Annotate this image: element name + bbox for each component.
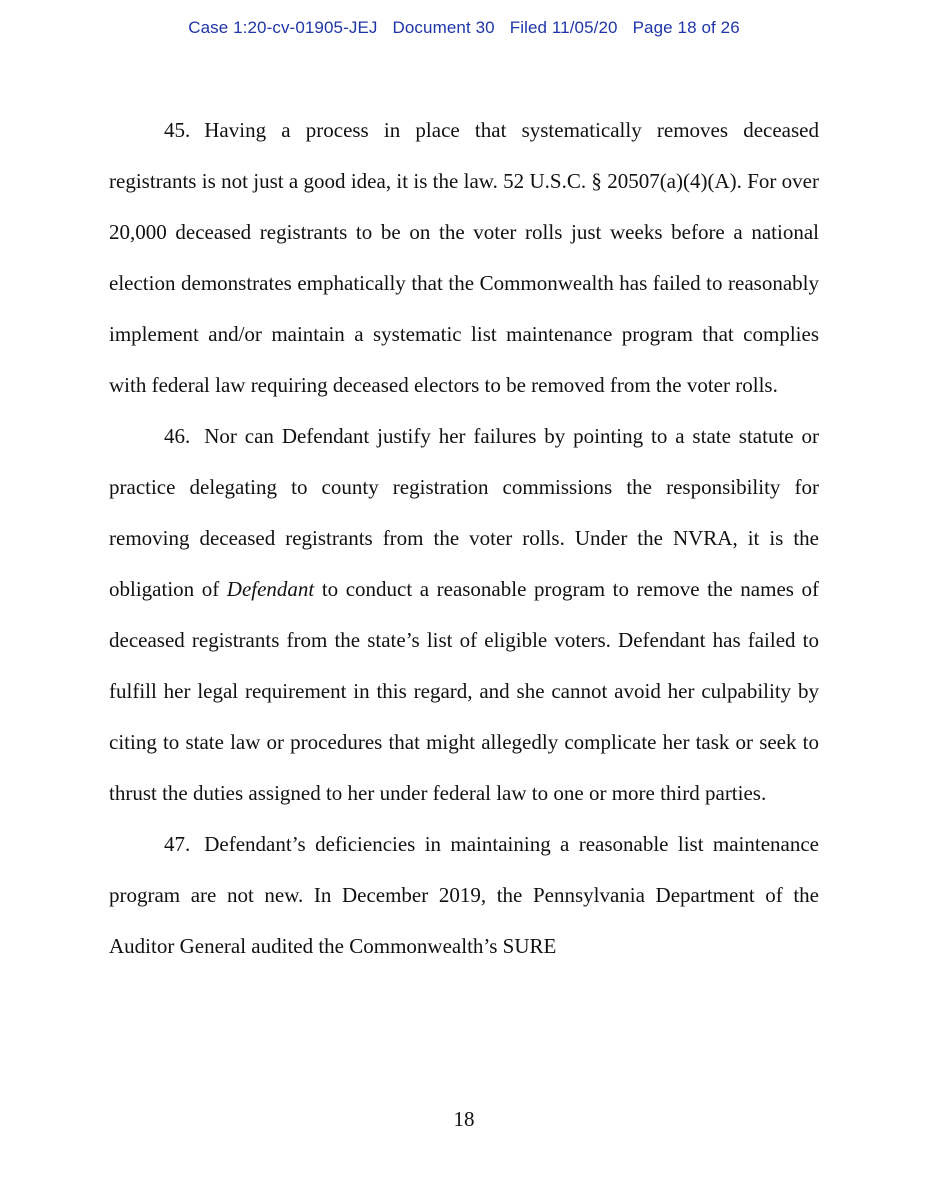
emphasized-term: Defendant	[226, 577, 315, 601]
case-header	[0, 17, 928, 39]
paragraph-number: 45.	[164, 118, 191, 142]
case-number: Case 1:20-cv-01905-JEJ	[188, 18, 378, 37]
paragraph-47	[109, 819, 819, 972]
paragraph-46	[109, 411, 819, 819]
paragraph-text: Having a process in place that systematically removes deceased registrants is not just a good idea, it is the law. 52 U.S.C. § 20507(a)(4)(A). For over 20,000 deceased registrants to be on the voter rolls just weeks before a national election demonstrates emphatically that the Commonwealth has failed to reasonably implement and/or maintain a systematic list maintenance program that complies with federal law requiring deceased electors to be removed from the voter rolls.	[109, 118, 819, 397]
page-indicator: Page 18 of 26	[632, 18, 740, 37]
paragraph-text-continued: to conduct a reasonable program to remove the names of deceased registrants from the state’s list of eligible voters. Defendant has failed to fulfill her legal requirement in this regard, and she cannot avoid her culpability by citing to state law or procedures that might allegedly complicate her task or seek to thrust the duties assigned to her under federal law to one or more third parties.	[109, 577, 819, 805]
paragraph-45	[109, 105, 819, 411]
paragraph-number: 47.	[164, 832, 191, 856]
paragraph-text: Defendant’s deficiencies in maintaining a reasonable list maintenance program are not new. In December 2019, the Pennsylvania Department of the Auditor General audited the Commonwealth’s SURE	[109, 832, 819, 958]
paragraph-number: 46.	[164, 424, 191, 448]
page-number: 18	[453, 1107, 475, 1131]
document-number: Document 30	[392, 18, 495, 37]
filed-date: Filed 11/05/20	[509, 18, 618, 37]
paragraph-text: Nor can Defendant justify her failures by pointing to a state statute or practice delegating to county registration commissions the responsibility for removing deceased registrants from the voter rolls. Under the NVRA, it is the obligation of	[109, 424, 819, 601]
document-body	[109, 105, 819, 972]
